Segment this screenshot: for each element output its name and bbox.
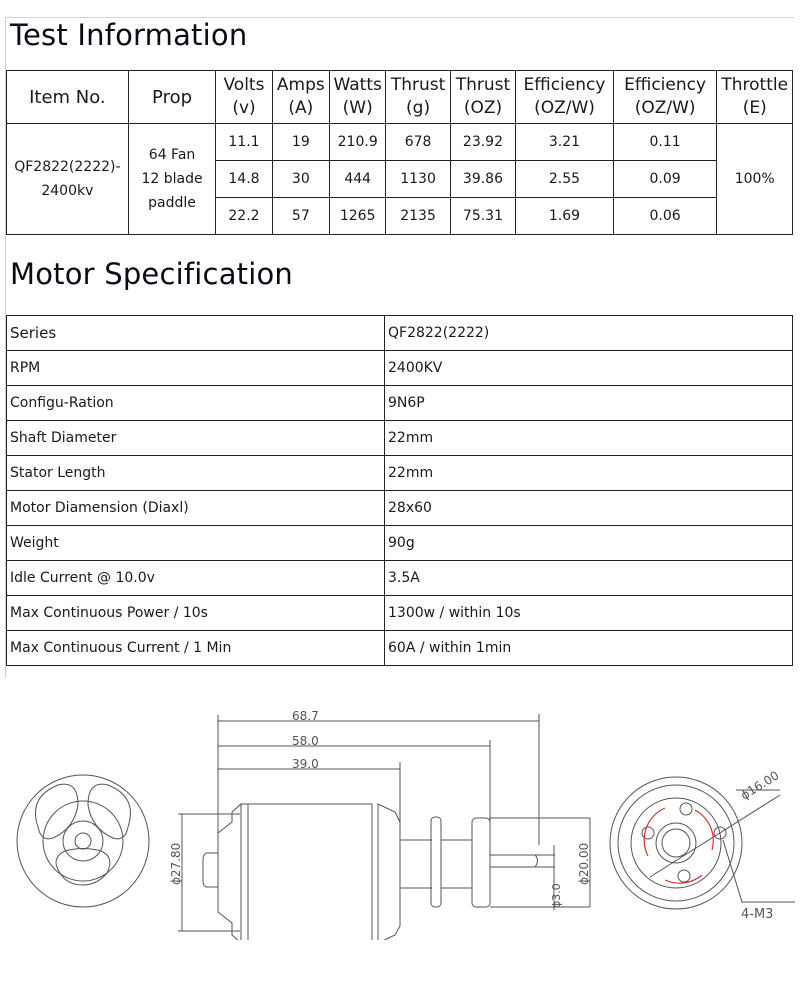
spec-row	[7, 421, 793, 456]
header-watts: Watts (W)	[330, 71, 386, 124]
header-item-no: Item No.	[7, 71, 129, 124]
spec-value: 3.5A	[385, 561, 793, 596]
spec-key: Series	[7, 316, 385, 351]
volts-cell: 14.8	[216, 161, 272, 198]
header-prop: Prop	[128, 71, 216, 124]
rear-view	[17, 775, 149, 907]
watts-cell: 210.9	[330, 124, 386, 161]
efficiency-2-cell: 0.11	[613, 124, 717, 161]
spec-value: 60A / within 1min	[385, 631, 793, 666]
spec-key: Stator Length	[7, 456, 385, 491]
header-efficiency-2: Efficiency (OZ/W)	[613, 71, 717, 124]
efficiency-2-cell: 0.06	[613, 198, 717, 235]
table-header-row	[7, 71, 793, 124]
dimension-mid-length: 58.0	[292, 734, 319, 748]
bolt-circle-arcs	[644, 808, 713, 883]
item-no-cell: QF2822(2222)- 2400kv	[7, 124, 129, 235]
thrust-oz-cell: 75.31	[450, 198, 515, 235]
motor-specification-title: Motor Specification	[10, 257, 294, 291]
header-efficiency-1: Efficiency (OZ/W)	[516, 71, 614, 124]
test-information-title: Test Information	[10, 18, 248, 52]
spec-row	[7, 316, 793, 351]
side-view	[178, 804, 590, 940]
thrust-oz-cell: 23.92	[450, 124, 515, 161]
dimension-body-diameter: ϕ27.80	[169, 842, 183, 885]
dimension-screw-spec: 4-M3	[741, 907, 774, 922]
thrust-g-cell: 678	[386, 124, 450, 161]
spec-row	[7, 456, 793, 491]
spec-row	[7, 631, 793, 666]
spec-value: 90g	[385, 526, 793, 561]
spec-row	[7, 596, 793, 631]
spec-value: 22mm	[385, 456, 793, 491]
table-row	[7, 124, 793, 161]
amps-cell: 30	[272, 161, 329, 198]
spec-row	[7, 561, 793, 596]
front-view	[610, 777, 795, 909]
amps-cell: 57	[272, 198, 329, 235]
spec-value: 1300w / within 10s	[385, 596, 793, 631]
spec-key: Weight	[7, 526, 385, 561]
dimension-shaft-diameter: ϕ3.0	[550, 883, 563, 908]
header-amps: Amps (A)	[272, 71, 329, 124]
volts-cell: 11.1	[216, 124, 272, 161]
spec-key: Max Continuous Current / 1 Min	[7, 631, 385, 666]
spec-value: 22mm	[385, 421, 793, 456]
test-information-table	[6, 70, 793, 235]
spec-key: RPM	[7, 351, 385, 386]
spec-row	[7, 491, 793, 526]
prop-cell: 64 Fan 12 blade paddle	[128, 124, 216, 235]
thrust-g-cell: 2135	[386, 198, 450, 235]
motor-technical-drawing	[0, 690, 800, 940]
amps-cell: 19	[272, 124, 329, 161]
motor-specification-table	[6, 315, 793, 666]
spec-value: 28x60	[385, 491, 793, 526]
efficiency-1-cell: 1.69	[516, 198, 614, 235]
spec-key: Configu-Ration	[7, 386, 385, 421]
dimension-body-length: 39.0	[292, 757, 319, 771]
header-volts: Volts (v)	[216, 71, 272, 124]
spec-value: QF2822(2222)	[385, 316, 793, 351]
efficiency-1-cell: 2.55	[516, 161, 614, 198]
dimension-total-length: 68.7	[292, 709, 319, 723]
spec-row	[7, 351, 793, 386]
spec-row	[7, 386, 793, 421]
thrust-oz-cell: 39.86	[450, 161, 515, 198]
spec-value: 2400KV	[385, 351, 793, 386]
spec-value: 9N6P	[385, 386, 793, 421]
header-thrust-g: Thrust (g)	[386, 71, 450, 124]
spec-key: Motor Diamension (Diaxl)	[7, 491, 385, 526]
spec-key: Max Continuous Power / 10s	[7, 596, 385, 631]
throttle-cell: 100%	[717, 124, 793, 235]
watts-cell: 1265	[330, 198, 386, 235]
dimension-mount-diameter: ϕ20.00	[577, 842, 591, 885]
header-throttle: Throttle (E)	[717, 71, 793, 124]
spec-key: Shaft Diameter	[7, 421, 385, 456]
dimension-bolt-circle: ϕ16.00	[738, 768, 782, 803]
thrust-g-cell: 1130	[386, 161, 450, 198]
efficiency-2-cell: 0.09	[613, 161, 717, 198]
spec-key: Idle Current @ 10.0v	[7, 561, 385, 596]
volts-cell: 22.2	[216, 198, 272, 235]
watts-cell: 444	[330, 161, 386, 198]
efficiency-1-cell: 3.21	[516, 124, 614, 161]
header-thrust-oz: Thrust (OZ)	[450, 71, 515, 124]
spec-row	[7, 526, 793, 561]
